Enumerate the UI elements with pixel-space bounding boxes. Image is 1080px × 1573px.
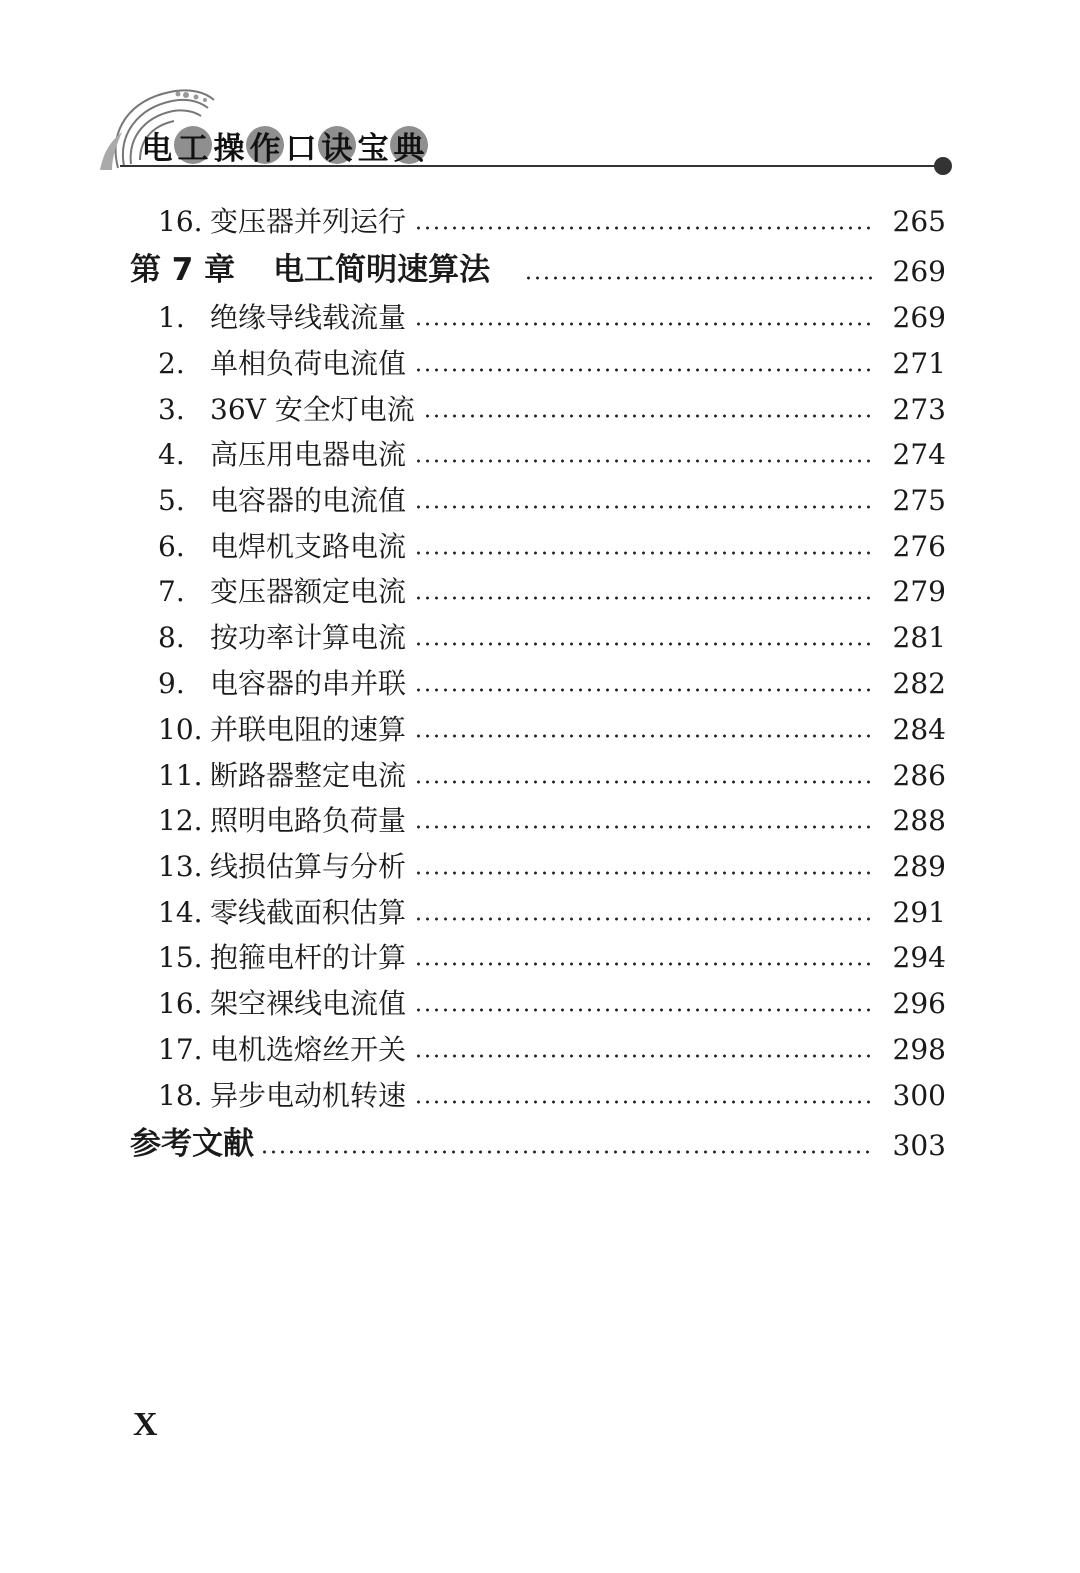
leader-dots [414, 734, 874, 738]
title-char: 操 [213, 130, 245, 167]
toc-entry-number: 17. [158, 1033, 203, 1066]
toc-entry-page: 282 [892, 667, 946, 700]
toc-entry-page: 288 [892, 804, 946, 837]
toc-entry[interactable] [130, 562, 946, 606]
toc-entry[interactable] [130, 517, 946, 561]
toc-entry[interactable] [130, 380, 946, 424]
toc-entry-title: 按功率计算电流 [210, 621, 407, 654]
toc-entry[interactable] [130, 654, 946, 698]
toc-entry-number: 8. [158, 621, 185, 654]
toc-entry-title: 照明电路负荷量 [210, 804, 407, 837]
toc-entry-title: 变压器并列运行 [210, 205, 407, 238]
toc-entry[interactable] [130, 608, 946, 652]
toc-entry-page: 303 [892, 1129, 946, 1162]
toc-entry-page: 276 [892, 530, 946, 563]
leader-dots [414, 368, 874, 372]
toc-entry-page: 289 [892, 850, 946, 883]
toc-entry-number: 1. [158, 301, 185, 334]
page-header [0, 0, 1080, 190]
toc-entry-number: 9. [158, 667, 185, 700]
references-title: 参考文献 [130, 1126, 254, 1162]
toc-entry-page: 291 [892, 896, 946, 929]
toc-entry-number: 6. [158, 530, 185, 563]
chapter-number: 第 7 章 [130, 252, 236, 288]
toc-entry-title: 异步电动机转速 [210, 1079, 407, 1112]
toc-entry-title: 电容器的电流值 [210, 484, 407, 517]
title-char: 宝 [357, 130, 389, 167]
toc-entry[interactable] [130, 1020, 946, 1064]
leader-dots [414, 1100, 874, 1104]
leader-dots [414, 322, 874, 326]
toc-entry-page: 279 [892, 575, 946, 608]
leader-dots [414, 1054, 874, 1058]
toc-entry-page: 275 [892, 484, 946, 517]
leader-dots [260, 1150, 874, 1154]
toc-entry[interactable] [130, 837, 946, 881]
toc-entry-page: 269 [892, 255, 946, 288]
toc-entry-title: 绝缘导线载流量 [210, 301, 407, 334]
leader-dots [414, 917, 874, 921]
toc-entry[interactable] [130, 700, 946, 744]
leader-dots [414, 596, 874, 600]
leader-dots [414, 459, 874, 463]
leader-dots [414, 962, 874, 966]
book-title [138, 122, 426, 168]
toc-entry[interactable] [130, 471, 946, 515]
toc-entry-page: 273 [892, 393, 946, 426]
toc-entry-number: 14. [158, 896, 203, 929]
title-char: 诀 [318, 126, 356, 164]
toc-entry-page: 271 [892, 347, 946, 380]
leader-dots [414, 505, 874, 509]
title-char: 典 [390, 126, 428, 164]
toc-entry-number: 12. [158, 804, 203, 837]
toc-entry-page: 274 [892, 438, 946, 471]
leader-dots [414, 551, 874, 555]
toc-entry[interactable] [130, 928, 946, 972]
toc-entry-number: 16. [158, 205, 203, 238]
toc-entry[interactable] [130, 1066, 946, 1110]
toc-entry-page: 298 [892, 1033, 946, 1066]
toc-entry-title: 并联电阻的速算 [210, 713, 407, 746]
toc-entry[interactable] [130, 974, 946, 1018]
toc-entry-title: 高压用电器电流 [210, 438, 407, 471]
toc-entry-number: 7. [158, 575, 185, 608]
toc-entry-title: 电焊机支路电流 [210, 530, 407, 563]
toc-entry-title: 零线截面积估算 [210, 896, 407, 929]
toc-entry-title: 线损估算与分析 [210, 850, 407, 883]
toc-entry-page: 281 [892, 621, 946, 654]
toc-entry-number: 18. [158, 1079, 203, 1112]
leader-dots [414, 642, 874, 646]
toc-entry[interactable] [130, 746, 946, 790]
page-folio: X [133, 1406, 158, 1443]
toc-entry-title: 电机选熔丝开关 [210, 1033, 407, 1066]
leader-dots [414, 825, 874, 829]
toc-entry[interactable] [130, 425, 946, 469]
leader-dots [414, 871, 874, 875]
title-char: 作 [246, 126, 284, 164]
toc-entry-title: 电容器的串并联 [210, 667, 407, 700]
chapter-title: 电工简明速算法 [273, 252, 491, 288]
toc-entry-number: 2. [158, 347, 185, 380]
toc-entry-title: 架空裸线电流值 [210, 987, 407, 1020]
toc-entry-number: 13. [158, 850, 203, 883]
toc-entry-title: 变压器额定电流 [210, 575, 407, 608]
toc-entry-number: 4. [158, 438, 185, 471]
toc-entry[interactable] [130, 334, 946, 378]
title-char: 工 [174, 126, 212, 164]
toc-entry-number: 16. [158, 987, 203, 1020]
toc-entry-title: 抱箍电杆的计算 [210, 941, 407, 974]
toc-entry[interactable] [130, 883, 946, 927]
leader-dots [423, 414, 874, 418]
toc-entry-title: 断路器整定电流 [210, 759, 407, 792]
leader-dots [524, 276, 874, 280]
toc-entry-page: 265 [892, 205, 946, 238]
leader-dots [414, 688, 874, 692]
leader-dots [414, 780, 874, 784]
toc-entry[interactable] [130, 192, 946, 236]
toc-entry-page: 294 [892, 941, 946, 974]
toc-entry-number: 15. [158, 941, 203, 974]
toc-entry-number: 3. [158, 393, 185, 426]
toc-entry-title: 36V 安全灯电流 [210, 393, 415, 426]
toc-entry-page: 284 [892, 713, 946, 746]
title-char: 电 [141, 130, 173, 167]
leader-dots [414, 1008, 874, 1012]
toc-entry-page: 296 [892, 987, 946, 1020]
title-char: 口 [285, 130, 317, 167]
toc-entry-page: 286 [892, 759, 946, 792]
toc-references[interactable] [130, 1116, 946, 1160]
toc-chapter-heading[interactable] [130, 242, 946, 286]
toc-entry-number: 5. [158, 484, 185, 517]
toc-entry[interactable] [130, 791, 946, 835]
toc-entry[interactable] [130, 288, 946, 332]
toc-entry-number: 11. [158, 759, 203, 792]
toc-entry-page: 300 [892, 1079, 946, 1112]
toc-entry-title: 单相负荷电流值 [210, 347, 407, 380]
toc-entry-number: 10. [158, 713, 203, 746]
toc-entry-page: 269 [892, 301, 946, 334]
leader-dots [414, 226, 874, 230]
